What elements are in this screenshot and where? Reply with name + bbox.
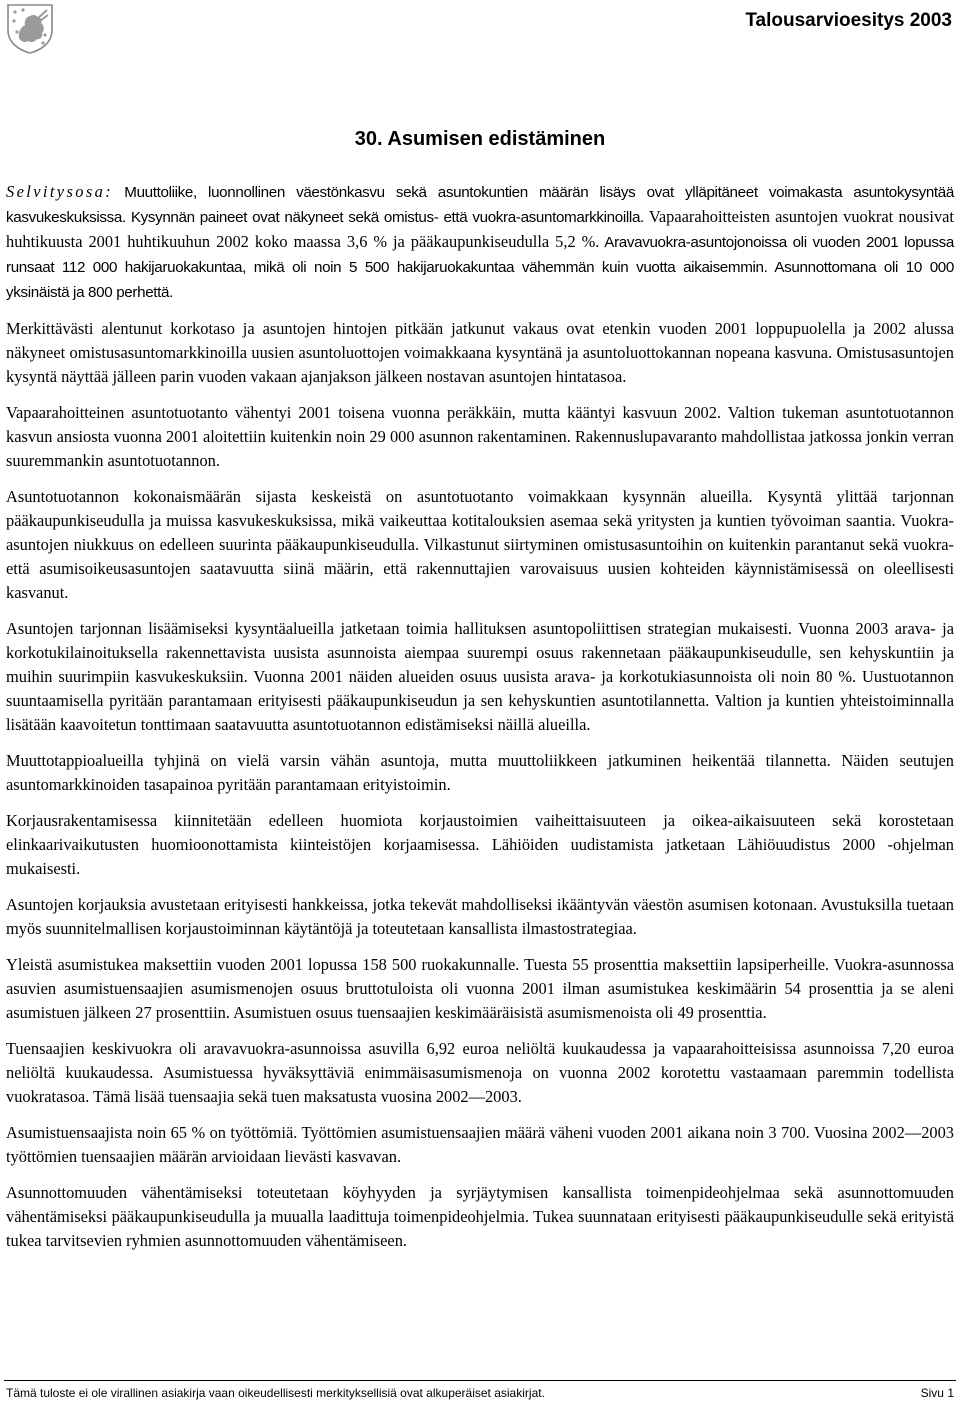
paragraph-4: Asuntotuotannon kokonaismäärän sijasta keskeistä on asuntotuotanto voimakkaan kysynnän alueilla. Kysyntä ylittää tarjonnan pääkaupunkiseudulla ja muissa kasvukeskuksissa, mikä vaikeuttaa kotitalouksien asemaa sekä yritysten ja kuntien työvoiman saantia. Vuokra-asuntojen niukkuus on edelleen suurinta pääkaupunkiseudulla. Vilkastunut siirtyminen omistusasuntoihin on kuitenkin parantanut sekä vuokra- että asumisoikeusasuntojen saatavuutta siinä määrin, että rakennuttajien varovaisuus uusien kohteiden käynnistämisessä on oleellisesti kasvanut. bbox=[6, 487, 954, 602]
paragraph-1-text-c: Vapaarahoitteisten asuntojen vuokrat nousivat huhtikuusta 2001 huhtikuuhun 2002 koko maassa 3,6 % ja pääkaupunkiseudulla 5,2 %. bbox=[6, 207, 954, 251]
paragraph-7: Korjausrakentamisessa kiinnitetään edelleen huomiota korjaustoimien vaiheittaisuuteen ja oikea-aikaisuuteen sekä korostetaan elinkaarivaikutusten huomioonottamista kiinteistöjen korjaamisessa. Lähiöiden uudistamista jatketaan Lähiöuudistus 2000 -ohjelman mukaisesti. bbox=[6, 811, 954, 878]
paragraph-2: Merkittävästi alentunut korkotaso ja asuntojen hintojen pitkään jatkunut vakaus ovat etenkin vuoden 2001 loppupuolella ja 2002 alussa näkyneet omistusasuntomarkkinoilla uusien asuntoluottojen voimakkaana kysyntänä ja asuntoluottokannan nopeana kasvuna. Omistusasuntojen kysyntä näyttää jälleen parin vuoden vakaan ajanjakson jälkeen nostavan asuntojen hintatasoa. bbox=[6, 319, 954, 386]
lion-coat-of-arms-icon bbox=[4, 2, 56, 54]
document-header-title: Talousarvioesitys 2003 bbox=[745, 10, 952, 31]
page-number: Sivu 1 bbox=[920, 1386, 954, 1400]
paragraph-3: Vapaarahoitteinen asuntotuotanto vähentyi 2001 toisena vuonna peräkkäin, mutta kääntyi kasvuun 2002. Valtion tukeman asuntotuotannon kasvun ansiosta vuonna 2001 aloitettiin kuitenkin noin 29 000 asunnon rakentaminen. Rakennuslupavaranto mahdollistaa jatkossa jonkin verran suuremmankin asuntotuotannon. bbox=[6, 403, 954, 470]
paragraph-12: Asunnottomuuden vähentämiseksi toteutetaan köyhyyden ja syrjäytymisen kansallista toimenpideohjelmaa sekä asunnottomuuden vähentämiseksi pääkaupunkiseudulla ja muualla laadittuja toimenpideohjelmia. Tukea suunnataan erityisesti pääkaupunkiseudulle sekä erityistä tukea tarvitsevien ryhmien asunnottomuuden vähentämiseen. bbox=[6, 1183, 954, 1250]
paragraph-9: Yleistä asumistukea maksettiin vuoden 2001 lopussa 158 500 ruokakunnalle. Tuesta 55 prosenttia maksettiin lapsiperheille. Vuokra-asunnossa asuvien asumistuensaajien asumismenojen osuus bruttotuloista oli vuonna 2001 ilman asumistukea keskimäärin 54 prosenttia ja se aleni asumistuen jälkeen 27 prosenttiin. Asumistuen osuus tuensaajien keskimääräisistä asumismenoista oli 49 prosenttia. bbox=[6, 955, 954, 1022]
paragraph-5: Asuntojen tarjonnan lisäämiseksi kysyntäalueilla jatketaan toimia hallituksen asuntopoliittisen strategian mukaisesti. Vuonna 2003 arava- ja korkotukilainoituksella rakennettavista uusista asunnoista aiempaa suurempi osuus rakennetaan pääkaupunkiseudulle, sen kehyskuntiin ja muihin suurimpiin kasvukeskuksiin. Vuonna 2001 näiden alueiden osuus uusista arava- ja korkotukiasunnoista oli noin 80 %. Uustuotannon suuntaamisella pyritään parantamaan erityisesti pääkaupunkiseudun ja sen kehyskuntien asuntotilannetta. Valtion ja kuntien yhteistoiminnalla lisätään kaavoitetun tonttimaan saatavuutta asuntotuotannon edistämiseksi näillä alueilla. bbox=[6, 619, 954, 734]
paragraph-1-text-a: Muuttoliike, luonnollinen väestönkasvu sekä asuntokuntien määrän lisäys ovat ylläpitäneet voimakasta asuntokysyntää kasvukeskuksissa. bbox=[6, 184, 954, 226]
paragraph-11: Asumistuensaajista noin 65 % on työttömiä. Työttömien asumistuensaajien määrä väheni vuoden 2001 aikana noin 3 700. Vuosina 2002—2003 työttömien tuensaajien määrän arvioidaan lievästi kasvavan. bbox=[6, 1123, 954, 1166]
explanation-label: Selvitysosa: bbox=[6, 182, 114, 201]
footer-disclaimer: Tämä tuloste ei ole virallinen asiakirja vaan oikeudellisesti merkityksellisiä ovat alkuperäiset asiakirjat. bbox=[6, 1386, 545, 1400]
paragraph-1 bbox=[6, 180, 954, 305]
paragraph-6: Muuttotappioalueilla tyhjinä on vielä varsin vähän asuntoja, mutta muuttoliikkeen jatkuminen heikentää tilannetta. Näiden seutujen asuntomarkkinoiden tasapainoa pyritään parantamaan erityistoimin. bbox=[6, 751, 954, 794]
paragraph-10: Tuensaajien keskivuokra oli aravavuokra-asunnoissa asuvilla 6,92 euroa neliöltä kuukaudessa ja vapaarahoitteisissa asunnoissa 7,20 euroa neliöltä kuukaudessa. Asumistuessa hyväksyttäviä enimmäisasumismenoja on vuonna 2002 korotettu vastaamaan paremmin todellista vuokratasoa. Tämä lisää tuensaajia sekä tuen maksatusta vuosina 2002—2003. bbox=[6, 1039, 954, 1106]
paragraph-1-text-b: Kysynnän paineet ovat näkyneet sekä omistus- että vuokra-asuntomarkkinoilla. bbox=[125, 209, 644, 226]
footer-divider bbox=[4, 1380, 956, 1381]
paragraph-8: Asuntojen korjauksia avustetaan erityisesti hankkeissa, jotka tekevät mahdolliseksi ikääntyvän väestön asumisen kotonaan. Avustuksilla tuetaan myös suunnitelmallisen korjaustoiminnan käytäntöjä ja toteutetaan kansallista ilmastostrategiaa. bbox=[6, 895, 954, 938]
document-body bbox=[6, 180, 954, 1265]
section-title: 30. Asumisen edistäminen bbox=[354, 128, 606, 150]
paragraph-1-text-d: Aravavuokra-asuntojonoissa oli vuoden 2001 lopussa runsaat 112 000 hakijaruokakuntaa, mikä oli noin 5 500 hakijaruokakuntaa vähemmän kuin vuotta aikaisemmin. Asunnottomana oli 10 000 yksinäistä ja 800 perhettä. bbox=[6, 234, 954, 301]
